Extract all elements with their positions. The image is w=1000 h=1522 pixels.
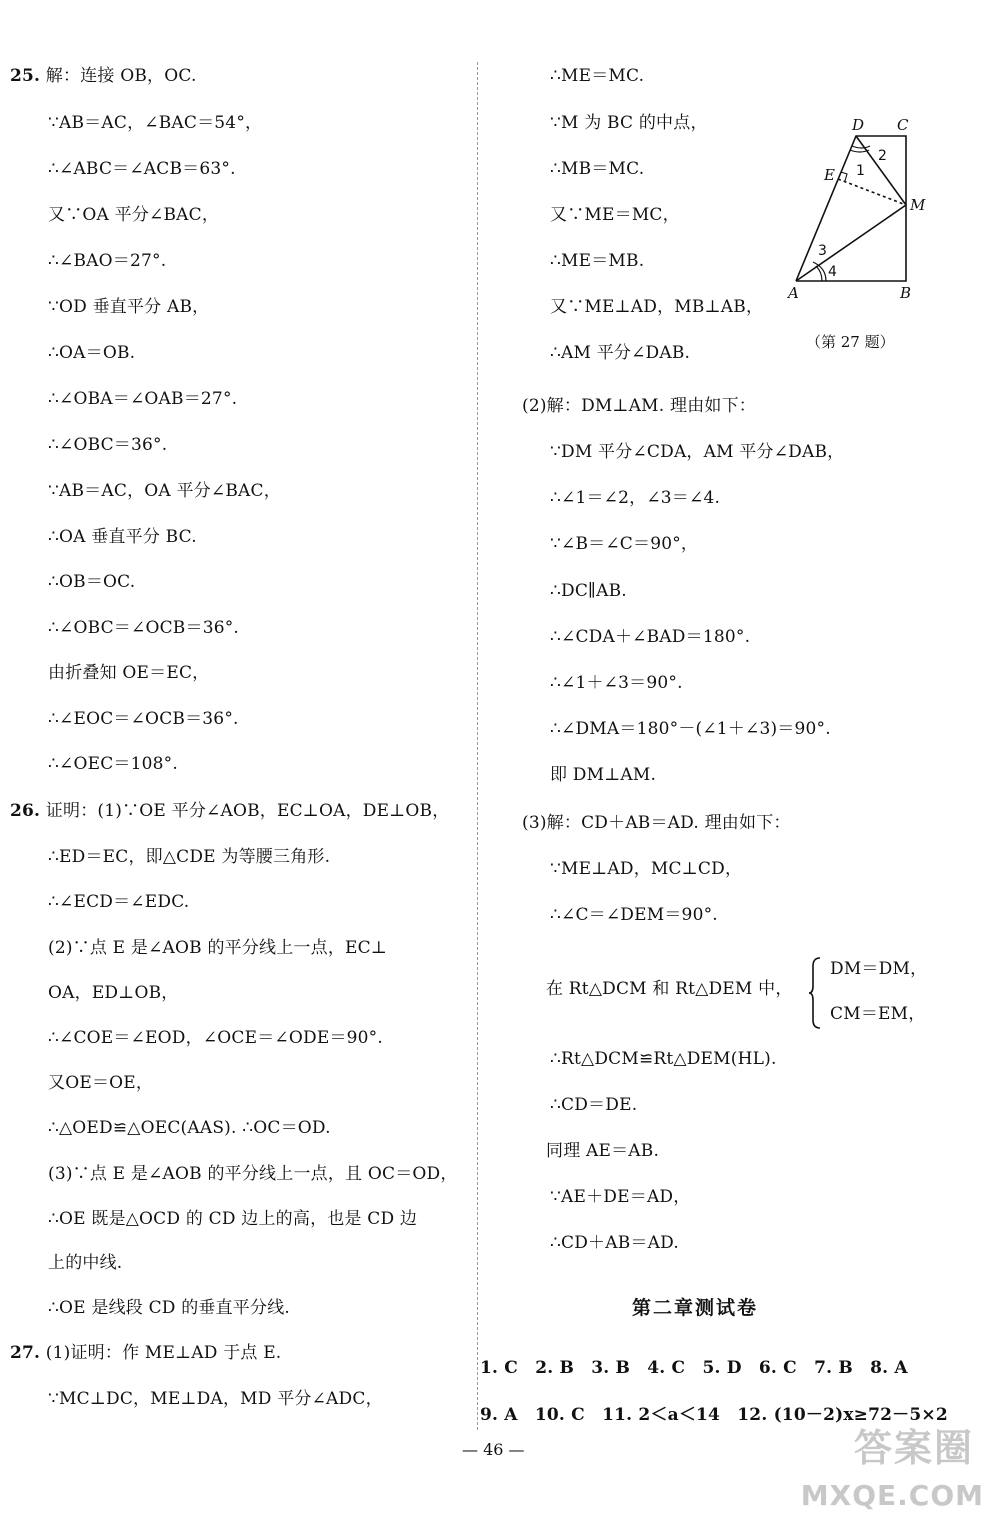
left-line xyxy=(48,846,330,868)
line-text: (1)证明：作 ME⊥AD 于点 E. xyxy=(40,1343,282,1363)
right-line: ∴DC∥AB. xyxy=(550,581,627,601)
right-line: 同理 AE＝AB. xyxy=(546,1141,660,1161)
right-line: ∵M 为 BC 的中点， xyxy=(550,113,708,133)
right-line: ∴AM 平分∠DAB. xyxy=(550,343,691,363)
line-text: 证明：(1)∵OE 平分∠AOB，EC⊥OA，DE⊥OB， xyxy=(40,801,450,821)
answers-row-1: 1. C 2. B 3. B 4. C 5. D 6. C 7. B 8. A xyxy=(480,1358,908,1378)
left-line xyxy=(48,342,135,364)
left-line xyxy=(10,800,449,822)
system-line-1: DM＝DM， xyxy=(830,959,928,979)
line-text: (3)∵点 E 是∠AOB 的平分线上一点，且 OC＝OD， xyxy=(48,1164,458,1184)
column-divider xyxy=(477,62,478,1430)
right-line: (3)解：CD＋AB＝AD. 理由如下： xyxy=(522,813,791,833)
right-line: (2)解：DM⊥AM. 理由如下： xyxy=(522,396,756,416)
left-line xyxy=(48,1072,153,1094)
right-line: 即 DM⊥AM. xyxy=(550,765,657,785)
right-line: ∵ME⊥AD，MC⊥CD， xyxy=(550,859,743,879)
line-text: ∴∠OBC＝∠OCB＝36°. xyxy=(48,618,240,638)
left-line xyxy=(10,65,197,87)
line-text: ∴OA＝OB. xyxy=(48,343,136,363)
right-line: 在 Rt△DCM 和 Rt△DEM 中， xyxy=(546,979,793,999)
left-line xyxy=(48,1117,331,1139)
line-text: ∴OB＝OC. xyxy=(48,572,136,592)
label-angle-2: 2 xyxy=(878,148,887,164)
line-text: ∴∠OBC＝36°. xyxy=(48,435,168,455)
line-text: ∴OE 既是△OCD 的 CD 边上的高，也是 CD 边 xyxy=(48,1209,418,1229)
watermark-logo-text: 答案圈 xyxy=(853,1426,974,1470)
system-line-2: CM＝EM， xyxy=(830,1004,926,1024)
page-number: — 46 — xyxy=(462,1440,525,1459)
right-line: ∴ME＝MC. xyxy=(550,66,645,86)
left-line xyxy=(48,480,281,502)
right-line: ∴∠1＋∠3＝90°. xyxy=(550,673,683,693)
line-text: ∴ED＝EC，即△CDE 为等腰三角形. xyxy=(48,847,331,867)
label-E: E xyxy=(824,166,835,184)
question-number: 27. xyxy=(10,1343,41,1363)
right-line: ∴∠DMA＝180°－(∠1＋∠3)＝90°. xyxy=(550,719,831,739)
line-text: ∴∠ABC＝∠ACB＝63°. xyxy=(48,159,236,179)
left-line xyxy=(48,571,135,593)
left-line xyxy=(48,1388,383,1410)
label-angle-3: 3 xyxy=(818,243,827,259)
label-A: A xyxy=(788,284,799,302)
right-line: ∵∠B＝∠C＝90°， xyxy=(550,534,699,554)
left-line xyxy=(48,112,262,134)
line-text: 上的中线. xyxy=(48,1253,123,1273)
left-line xyxy=(10,1342,281,1364)
line-text: OA，ED⊥OB， xyxy=(48,983,179,1003)
line-text: ∵OD 垂直平分 AB， xyxy=(48,297,210,317)
line-text: 解：连接 OB，OC. xyxy=(40,66,197,86)
left-line xyxy=(48,891,189,913)
right-line: ∴ME＝MB. xyxy=(550,251,645,271)
line-text: ∴∠ECD＝∠EDC. xyxy=(48,892,190,912)
left-line xyxy=(48,1297,290,1319)
figure-caption: （第 27 题） xyxy=(806,333,895,351)
left-line xyxy=(48,617,239,639)
left-line xyxy=(48,250,166,272)
line-text: 由折叠知 OE＝EC， xyxy=(48,663,210,683)
right-line: ∴Rt△DCM≌Rt△DEM(HL). xyxy=(550,1049,777,1069)
left-line xyxy=(48,158,236,180)
left-line xyxy=(48,204,219,226)
line-text: ∴∠BAO＝27°. xyxy=(48,251,167,271)
left-line xyxy=(48,1027,383,1049)
left-line xyxy=(48,708,239,730)
label-D: D xyxy=(852,116,865,134)
left-line xyxy=(48,388,237,410)
label-M: M xyxy=(910,196,926,214)
label-angle-4: 4 xyxy=(828,264,837,280)
right-line: ∴∠1＝∠2，∠3＝∠4. xyxy=(550,488,721,508)
right-line: ∴CD＝DE. xyxy=(550,1095,638,1115)
right-line: ∴MB＝MC. xyxy=(550,159,645,179)
line-text: ∴∠OEC＝108°. xyxy=(48,754,178,774)
line-text: ∴OA 垂直平分 BC. xyxy=(48,527,197,547)
line-text: ∴OE 是线段 CD 的垂直平分线. xyxy=(48,1298,291,1318)
right-line: 又∵ME＝MC， xyxy=(550,205,680,225)
answers-row-2: 9. A 10. C 11. 2＜a＜14 12. (10－2)x≥72－5×2 xyxy=(480,1405,948,1425)
question-number: 25. xyxy=(10,66,41,86)
equation-brace xyxy=(808,956,822,1030)
left-line xyxy=(48,434,167,456)
label-B: B xyxy=(900,284,912,302)
right-line: 又∵ME⊥AD，MB⊥AB， xyxy=(550,297,764,317)
line-text: ∵MC⊥DC，ME⊥DA，MD 平分∠ADC， xyxy=(48,1389,383,1409)
right-line: ∴∠CDA＋∠BAD＝180°. xyxy=(550,627,751,647)
figure-27-diagram xyxy=(780,110,940,320)
label-angle-1: 1 xyxy=(856,163,865,179)
line-text: ∴∠COE＝∠EOD，∠OCE＝∠ODE＝90°. xyxy=(48,1028,383,1048)
line-text: ∴∠OBA＝∠OAB＝27°. xyxy=(48,389,238,409)
right-line: ∵DM 平分∠CDA，AM 平分∠DAB， xyxy=(550,442,845,462)
left-line xyxy=(48,662,209,684)
line-text: (2)∵点 E 是∠AOB 的平分线上一点，EC⊥ xyxy=(48,938,388,958)
line-text: ∴△OED≌△OEC(AAS). ∴OC＝OD. xyxy=(48,1118,331,1138)
line-text: ∴∠EOC＝∠OCB＝36°. xyxy=(48,709,239,729)
left-line xyxy=(48,526,197,548)
line-text: ∵AB＝AC，∠BAC＝54°， xyxy=(48,113,263,133)
left-line xyxy=(48,937,387,959)
left-line xyxy=(48,982,178,1004)
right-line: ∵AE＋DE＝AD， xyxy=(550,1187,691,1207)
left-line xyxy=(48,1208,417,1230)
right-line: ∴∠C＝∠DEM＝90°. xyxy=(550,905,718,925)
left-line xyxy=(48,1252,122,1274)
label-C: C xyxy=(897,116,909,134)
left-line xyxy=(48,296,209,318)
right-line: ∴CD＋AB＝AD. xyxy=(550,1233,679,1253)
question-number: 26. xyxy=(10,801,41,821)
section-title: 第二章测试卷 xyxy=(632,1297,759,1319)
left-line xyxy=(48,753,178,775)
left-line xyxy=(48,1163,458,1185)
line-text: 又OE＝OE， xyxy=(48,1073,154,1093)
watermark-url: MXQE.COM xyxy=(800,1479,984,1512)
line-text: ∵AB＝AC，OA 平分∠BAC， xyxy=(48,481,281,501)
line-text: 又∵OA 平分∠BAC， xyxy=(48,205,220,225)
